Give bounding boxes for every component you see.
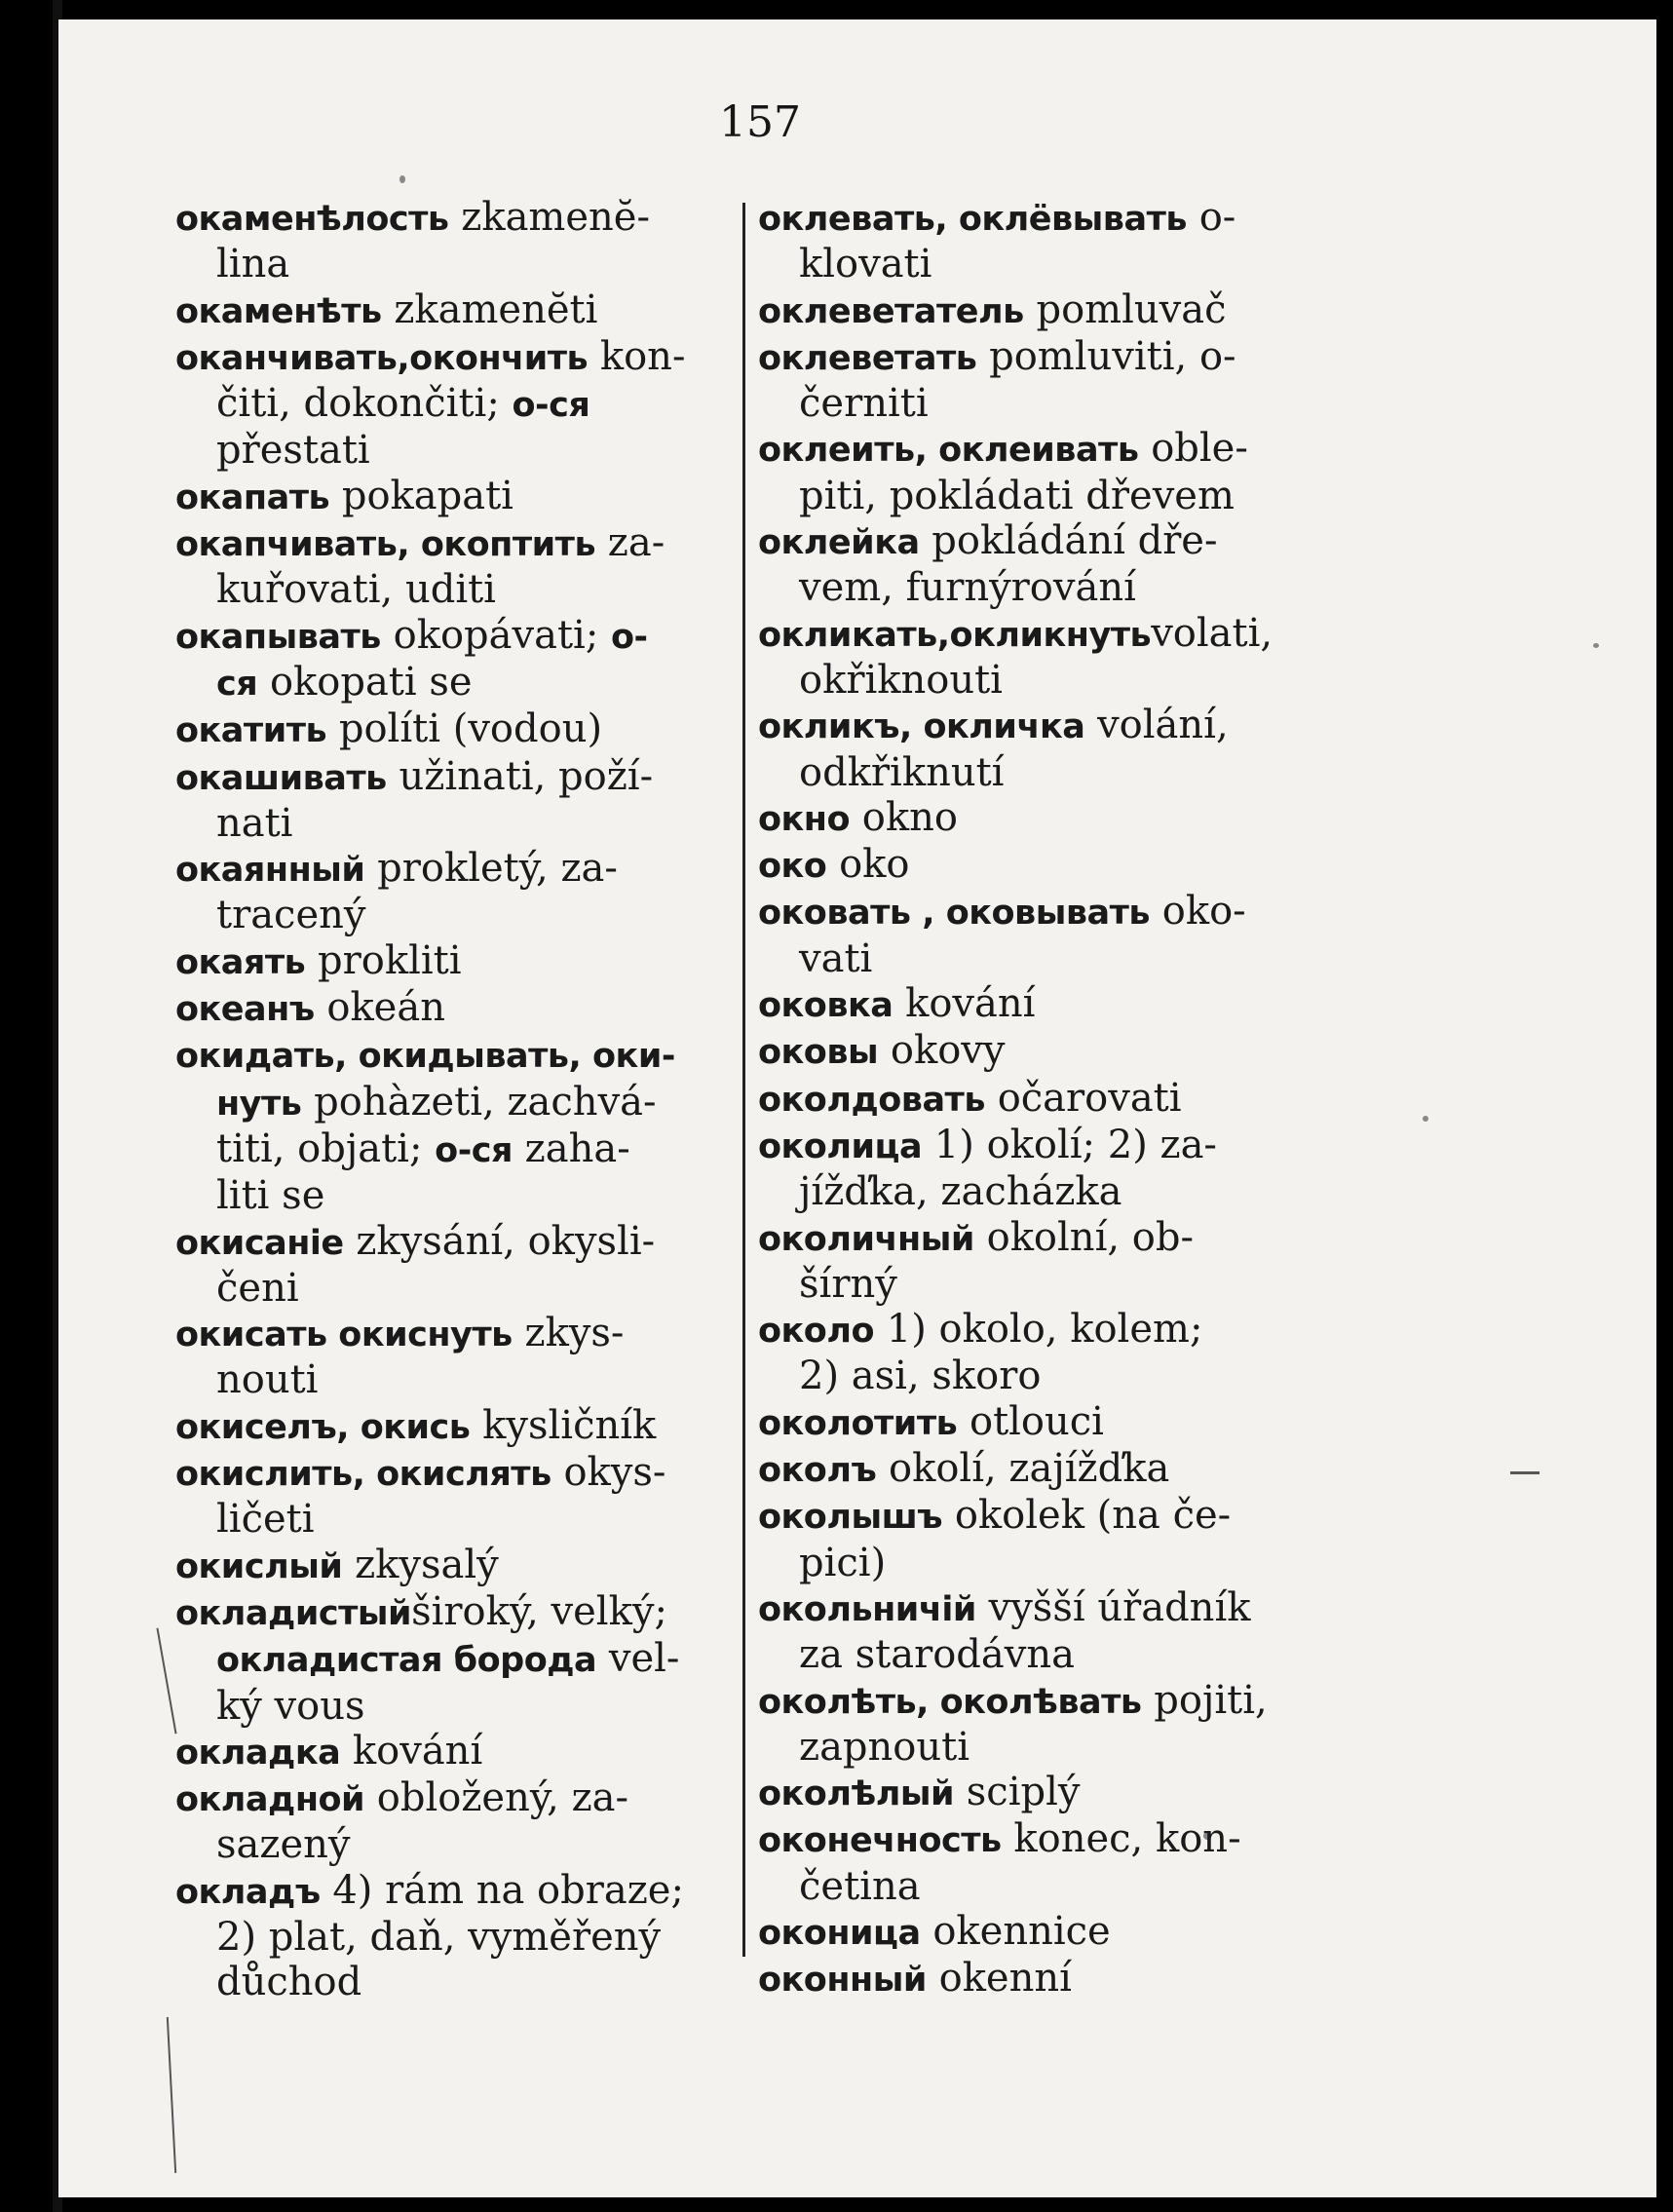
dictionary-entry bbox=[175, 195, 741, 287]
entry-continuation-line bbox=[758, 1262, 1323, 1307]
translation-text: klovati bbox=[799, 242, 932, 287]
headword: око bbox=[758, 847, 827, 887]
translation-text: široký, velký; bbox=[411, 1588, 667, 1634]
headword: окладной bbox=[175, 1780, 365, 1820]
translation-text: užinati, poží- bbox=[386, 753, 654, 799]
translation-text: vem, furnýrování bbox=[799, 565, 1136, 611]
dictionary-entry bbox=[758, 1770, 1323, 1816]
translation-text: odkřiknutí bbox=[799, 749, 1005, 795]
translation-text: okovy bbox=[878, 1028, 1006, 1074]
entry-line bbox=[175, 1403, 741, 1450]
translation-text: sazený bbox=[216, 1822, 351, 1868]
entry-line bbox=[175, 1450, 741, 1497]
headword: окольничій bbox=[758, 1589, 976, 1629]
translation-text: jížďka, zacházka bbox=[799, 1169, 1122, 1215]
headword: около bbox=[758, 1312, 875, 1352]
translation-text: vel- bbox=[596, 1636, 680, 1682]
entry-line bbox=[758, 1123, 1323, 1169]
translation-text: sciplý bbox=[954, 1770, 1081, 1815]
translation-text: zkamenĕ- bbox=[448, 195, 650, 240]
dictionary-entry bbox=[758, 1678, 1323, 1771]
translation-text: čiti, dokončiti; bbox=[216, 381, 513, 427]
entry-continuation-line bbox=[758, 474, 1323, 518]
entry-continuation-line bbox=[758, 1541, 1323, 1585]
dictionary-entry bbox=[175, 938, 741, 985]
entry-line bbox=[175, 938, 741, 985]
entry-continuation-line bbox=[175, 660, 741, 706]
dictionary-entry bbox=[758, 287, 1323, 334]
entry-line bbox=[758, 1307, 1323, 1354]
entry-continuation-line bbox=[175, 1636, 741, 1683]
dictionary-entry bbox=[175, 474, 741, 520]
entry-continuation-line bbox=[175, 1684, 741, 1729]
dictionary-entry bbox=[758, 334, 1323, 427]
column-divider bbox=[742, 203, 745, 1957]
entry-continuation-line bbox=[175, 893, 741, 937]
translation-text: ličeti bbox=[216, 1497, 315, 1543]
translation-text: pohàzeti, zachvá- bbox=[301, 1079, 657, 1125]
translation-text: okolek (na če- bbox=[942, 1493, 1232, 1539]
entry-line bbox=[758, 889, 1323, 935]
translation-text: zaha- bbox=[512, 1125, 630, 1171]
translation-text: za starodávna bbox=[799, 1632, 1075, 1678]
headword: окно bbox=[758, 799, 851, 839]
translation-text: 1) okolo, kolem; bbox=[874, 1307, 1203, 1353]
headword: окаменѣть bbox=[175, 291, 382, 331]
headword: околичный bbox=[758, 1219, 974, 1259]
entry-continuation-line bbox=[175, 381, 741, 428]
entry-line bbox=[175, 1589, 741, 1636]
entry-line bbox=[758, 1493, 1323, 1540]
translation-text: okopávati; bbox=[380, 612, 612, 658]
dictionary-entry bbox=[758, 1816, 1323, 1909]
translation-text: okolí, zajížďka bbox=[876, 1446, 1170, 1492]
headword: нуть bbox=[216, 1084, 302, 1124]
dictionary-entry bbox=[175, 1219, 741, 1312]
headword: окисаніе bbox=[175, 1223, 344, 1263]
entry-continuation-line bbox=[175, 1357, 741, 1402]
translation-text: důchod bbox=[216, 1960, 362, 2005]
translation-text: pokapati bbox=[329, 473, 513, 518]
dictionary-entry bbox=[758, 1076, 1323, 1123]
entry-line bbox=[175, 846, 741, 893]
entry-line bbox=[175, 1868, 741, 1915]
dictionary-entry bbox=[175, 985, 741, 1032]
dictionary-entry bbox=[175, 1403, 741, 1450]
entry-continuation-line bbox=[758, 658, 1323, 703]
right-page-edge bbox=[1658, 0, 1673, 2212]
entry-line bbox=[758, 1399, 1323, 1446]
translation-text: nouti bbox=[216, 1357, 319, 1403]
entry-line bbox=[758, 1028, 1323, 1075]
entry-continuation-line bbox=[175, 1960, 741, 2004]
translation-text: oko bbox=[826, 842, 910, 888]
headword: окаменѣлость bbox=[175, 200, 449, 239]
headword: оклейка bbox=[758, 523, 920, 563]
entry-line bbox=[758, 1816, 1323, 1863]
translation-text: vati bbox=[799, 935, 873, 981]
translation-text: piti, pokládati dřevem bbox=[799, 473, 1235, 518]
translation-text: pokládání dře- bbox=[919, 518, 1218, 564]
translation-text: zkamenĕti bbox=[381, 286, 598, 332]
translation-text: titi, objati; bbox=[216, 1125, 436, 1171]
translation-text: políti (vodou) bbox=[326, 706, 603, 752]
entry-line bbox=[758, 195, 1323, 242]
translation-text: četina bbox=[799, 1863, 921, 1909]
translation-text: kon- bbox=[588, 333, 686, 379]
entry-line bbox=[758, 426, 1323, 473]
translation-text: konec, kon- bbox=[1001, 1816, 1241, 1862]
dictionary-entry bbox=[758, 795, 1323, 842]
headword: оклеветать bbox=[758, 338, 977, 378]
headword: окладка bbox=[175, 1733, 341, 1773]
entry-continuation-line bbox=[758, 1864, 1323, 1909]
translation-text: okys- bbox=[551, 1450, 666, 1496]
translation-text: volati, bbox=[1151, 610, 1274, 656]
translation-text: okennice bbox=[920, 1908, 1111, 1954]
entry-line bbox=[758, 1446, 1323, 1493]
entry-line bbox=[758, 334, 1323, 381]
entry-continuation-line bbox=[175, 801, 741, 846]
headword: оканчивать,окончить bbox=[175, 338, 589, 378]
translation-text: tracený bbox=[216, 893, 366, 938]
entry-continuation-line bbox=[758, 1169, 1323, 1214]
headword: окаянный bbox=[175, 851, 365, 891]
entry-line bbox=[758, 1215, 1323, 1262]
entry-line bbox=[758, 287, 1323, 334]
headword: окислить, окислять bbox=[175, 1455, 551, 1495]
headword: оковка bbox=[758, 986, 894, 1026]
dictionary-entry bbox=[758, 703, 1323, 795]
entry-line bbox=[758, 795, 1323, 842]
entry-line bbox=[175, 985, 741, 1032]
entry-continuation-line bbox=[758, 936, 1323, 981]
entry-line bbox=[175, 287, 741, 334]
dictionary-entry bbox=[175, 1775, 741, 1868]
headword: ся bbox=[216, 664, 258, 704]
headword: окликъ, окличка bbox=[758, 707, 1085, 747]
entry-continuation-line bbox=[175, 1080, 741, 1126]
headword: окапчивать, окоптить bbox=[175, 525, 596, 565]
dictionary-entry bbox=[175, 1868, 741, 2005]
translation-text: prokletý, za- bbox=[364, 846, 618, 892]
entry-continuation-line bbox=[758, 1354, 1323, 1398]
translation-text: pici) bbox=[799, 1540, 887, 1585]
entry-line bbox=[758, 703, 1323, 749]
translation-text: zapnouti bbox=[799, 1724, 970, 1770]
scan-scratch bbox=[167, 2017, 176, 2173]
headword: оклеить, оклеивать bbox=[758, 431, 1139, 471]
headword: оконный bbox=[758, 1961, 927, 2001]
entry-continuation-line bbox=[758, 565, 1323, 610]
headword: околѣлый bbox=[758, 1774, 955, 1814]
entry-line bbox=[175, 613, 741, 660]
left-dictionary-column bbox=[175, 195, 741, 2005]
dictionary-entry bbox=[175, 287, 741, 334]
headword: о- bbox=[611, 617, 648, 657]
dictionary-entry bbox=[175, 706, 741, 753]
headword: о-ся bbox=[435, 1130, 513, 1170]
entry-line bbox=[758, 981, 1323, 1028]
entry-line bbox=[175, 706, 741, 753]
entry-continuation-line bbox=[175, 1822, 741, 1867]
headword: окладъ bbox=[175, 1872, 321, 1912]
headword: окапать bbox=[175, 477, 330, 517]
entry-line bbox=[175, 474, 741, 520]
translation-text: 1) okolí; 2) za- bbox=[922, 1122, 1217, 1167]
translation-text: okolní, ob- bbox=[973, 1214, 1194, 1260]
translation-text: zkys- bbox=[512, 1311, 625, 1356]
entry-line bbox=[758, 1956, 1323, 2002]
scan-scratch bbox=[156, 1628, 176, 1735]
scan-speck bbox=[399, 175, 405, 183]
entry-line bbox=[175, 520, 741, 567]
headword: о-ся bbox=[512, 386, 590, 426]
entry-line bbox=[175, 1543, 741, 1589]
entry-line bbox=[175, 1032, 741, 1079]
headword: окатить bbox=[175, 711, 327, 751]
dictionary-entry bbox=[175, 613, 741, 707]
entry-continuation-line bbox=[758, 381, 1323, 426]
entry-line bbox=[175, 1729, 741, 1775]
dictionary-entry bbox=[175, 754, 741, 847]
dictionary-entry bbox=[758, 518, 1323, 611]
translation-text: pomluviti, o- bbox=[976, 333, 1236, 379]
entry-continuation-line bbox=[175, 1173, 741, 1218]
translation-text: ký vous bbox=[216, 1683, 365, 1729]
dictionary-entry bbox=[175, 1589, 741, 1729]
headword: окиселъ, окись bbox=[175, 1407, 471, 1447]
headword: оклеветатель bbox=[758, 291, 1024, 331]
translation-text: okno bbox=[850, 794, 958, 840]
entry-line bbox=[758, 1076, 1323, 1123]
translation-text: za- bbox=[595, 520, 665, 566]
translation-text: liti se bbox=[216, 1173, 325, 1219]
headword: околица bbox=[758, 1126, 923, 1166]
entry-line bbox=[758, 1585, 1323, 1632]
right-dictionary-column bbox=[758, 195, 1323, 2003]
translation-text: oko- bbox=[1150, 889, 1246, 934]
translation-text: šírný bbox=[799, 1261, 897, 1307]
entry-line bbox=[175, 1311, 741, 1357]
dictionary-entry bbox=[758, 1585, 1323, 1678]
translation-text: pomluvač bbox=[1023, 286, 1227, 332]
headword: околышъ bbox=[758, 1498, 943, 1538]
dictionary-entry bbox=[758, 1493, 1323, 1585]
translation-text: obložený, za- bbox=[364, 1775, 629, 1821]
entry-continuation-line bbox=[758, 1632, 1323, 1677]
dictionary-entry bbox=[175, 334, 741, 474]
dictionary-entry bbox=[758, 426, 1323, 518]
translation-text: kování bbox=[340, 1728, 483, 1773]
entry-continuation-line bbox=[175, 1266, 741, 1311]
dictionary-entry bbox=[175, 1450, 741, 1543]
entry-line bbox=[175, 1775, 741, 1822]
translation-text: přestati bbox=[216, 428, 370, 474]
headword: окладистая борода bbox=[216, 1641, 597, 1681]
translation-text: o- bbox=[1187, 195, 1236, 240]
entry-continuation-line bbox=[758, 750, 1323, 795]
dictionary-entry bbox=[758, 1399, 1323, 1446]
headword: океанъ bbox=[175, 990, 315, 1030]
translation-text: zkysání, okysli- bbox=[343, 1218, 656, 1264]
headword: окладистый bbox=[175, 1593, 412, 1633]
dictionary-entry bbox=[758, 981, 1323, 1028]
dictionary-entry bbox=[175, 1543, 741, 1589]
translation-text: kování bbox=[893, 981, 1036, 1027]
headword: окислый bbox=[175, 1546, 343, 1586]
translation-text: okopati se bbox=[257, 659, 473, 705]
translation-text: čeni bbox=[216, 1265, 299, 1311]
translation-text: zkysalý bbox=[342, 1542, 499, 1587]
entry-continuation-line bbox=[758, 242, 1323, 286]
translation-text: 2) asi, skoro bbox=[799, 1354, 1042, 1399]
headword: оклевать, оклёвывать bbox=[758, 200, 1187, 239]
dictionary-entry bbox=[175, 1032, 741, 1218]
headword: окидать, окидывать, оки- bbox=[175, 1037, 675, 1077]
entry-continuation-line bbox=[175, 242, 741, 286]
page-number: 157 bbox=[719, 97, 801, 147]
translation-text: černiti bbox=[799, 381, 929, 427]
headword: околъ bbox=[758, 1451, 877, 1491]
translation-text: 4) rám na obraze; bbox=[320, 1867, 684, 1913]
dictionary-entry bbox=[175, 1311, 741, 1403]
entry-continuation-line bbox=[175, 1126, 741, 1173]
dictionary-entry bbox=[758, 1307, 1323, 1399]
headword: оконечность bbox=[758, 1821, 1002, 1861]
translation-text: vyšší úřadník bbox=[975, 1584, 1251, 1630]
entry-line bbox=[758, 1678, 1323, 1725]
entry-continuation-line bbox=[175, 1915, 741, 1960]
translation-text: okenní bbox=[926, 1956, 1072, 2002]
entry-line bbox=[175, 195, 741, 242]
translation-text: očarovati bbox=[984, 1075, 1182, 1121]
translation-text: pojiti, bbox=[1141, 1677, 1268, 1723]
entry-line bbox=[758, 518, 1323, 565]
dictionary-entry bbox=[758, 1028, 1323, 1075]
headword: окликать,окликнуть bbox=[758, 615, 1152, 655]
headword: околдовать bbox=[758, 1080, 985, 1120]
headword: околѣть, околѣвать bbox=[758, 1682, 1142, 1722]
entry-line bbox=[175, 754, 741, 801]
headword: оковать , оковывать bbox=[758, 894, 1151, 934]
translation-text: okeán bbox=[314, 985, 445, 1031]
dictionary-entry bbox=[175, 520, 741, 613]
dictionary-entry bbox=[758, 1215, 1323, 1308]
scan-speck bbox=[1593, 643, 1599, 648]
translation-text: nati bbox=[216, 800, 293, 846]
dictionary-entry bbox=[175, 846, 741, 938]
translation-text: kysličník bbox=[470, 1402, 657, 1448]
translation-text: kuřovati, uditi bbox=[216, 567, 496, 613]
dictionary-entry bbox=[758, 1446, 1323, 1493]
scan-speck bbox=[1423, 1116, 1428, 1122]
entry-line bbox=[758, 842, 1323, 889]
entry-line bbox=[175, 334, 741, 381]
scan-scratch bbox=[1510, 1471, 1540, 1474]
dictionary-entry bbox=[758, 1123, 1323, 1215]
entry-continuation-line bbox=[175, 428, 741, 473]
headword: окисать окиснуть bbox=[175, 1316, 513, 1355]
headword: околотить bbox=[758, 1403, 958, 1443]
dictionary-entry bbox=[758, 1956, 1323, 2002]
dictionary-entry bbox=[758, 195, 1323, 287]
translation-text: volání, bbox=[1084, 703, 1229, 748]
translation-text: prokliti bbox=[305, 937, 462, 983]
translation-text: 2) plat, daň, vyměřený bbox=[216, 1914, 662, 1960]
translation-text: okřiknouti bbox=[799, 657, 1003, 703]
translation-text: otlouci bbox=[957, 1398, 1104, 1444]
headword: окапывать bbox=[175, 617, 381, 657]
entry-continuation-line bbox=[175, 567, 741, 612]
dictionary-entry bbox=[758, 1909, 1323, 1956]
headword: оконица bbox=[758, 1913, 921, 1953]
entry-continuation-line bbox=[175, 1497, 741, 1542]
entry-line bbox=[758, 611, 1323, 658]
dictionary-entry bbox=[175, 1729, 741, 1775]
headword: окаять bbox=[175, 942, 306, 982]
entry-line bbox=[758, 1770, 1323, 1816]
headword: оковы bbox=[758, 1033, 879, 1073]
translation-text: oble- bbox=[1138, 426, 1248, 472]
headword: окашивать bbox=[175, 758, 387, 798]
dictionary-entry bbox=[758, 889, 1323, 981]
dictionary-entry bbox=[758, 611, 1323, 704]
entry-continuation-line bbox=[758, 1725, 1323, 1770]
dictionary-entry bbox=[758, 842, 1323, 889]
entry-line bbox=[175, 1219, 741, 1266]
entry-line bbox=[758, 1909, 1323, 1956]
translation-text: lina bbox=[216, 242, 290, 287]
